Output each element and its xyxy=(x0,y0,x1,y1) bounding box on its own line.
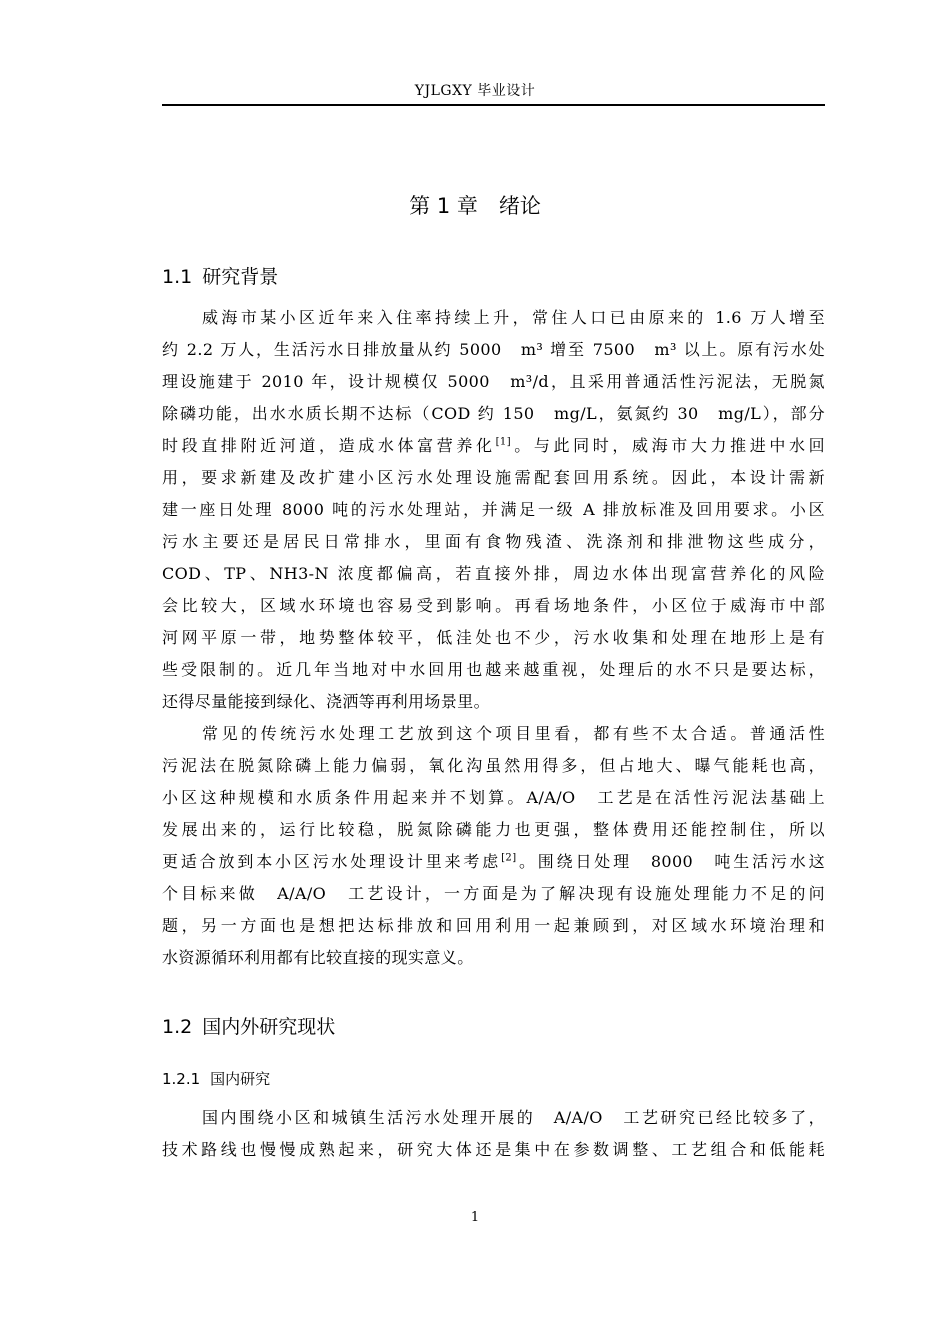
page-number: 1 xyxy=(470,1210,480,1225)
paragraph-line: 污水主要还是居民日常排水，里面有食物残渣、洗涤剂和排泄物这些成分， xyxy=(162,532,825,551)
paragraph-domestic-research xyxy=(162,1102,825,1166)
paragraph-line xyxy=(162,430,825,462)
running-header: YJLGXY 毕业设计 xyxy=(414,83,536,99)
paragraph-line: 题，另一方面也是想把达标排放和回用利用一起兼顾到，对区域水环境治理和 xyxy=(162,916,825,935)
line-text: 更适合放到本小区污水处理设计里来考虑 xyxy=(162,852,502,871)
paragraph-line: 个目标来做 A/A/O 工艺设计，一方面是为了解决现有设施处理能力不足的问 xyxy=(162,884,825,903)
line-text: 。围绕日处理 8000 吨生活污水这 xyxy=(516,852,825,871)
citation-2[interactable]: [2] xyxy=(501,852,517,864)
line-text: 时段直排附近河道，造成水体富营养化 xyxy=(162,436,496,455)
paragraph-line: 用，要求新建及改扩建小区污水处理设施需配套回用系统。因此，本设计需新 xyxy=(162,468,825,487)
section-number: 1.2 xyxy=(162,1016,193,1038)
paragraph-line xyxy=(162,846,825,878)
paragraph-line: 还得尽量能接到绿化、浇洒等再利用场景里。 xyxy=(162,692,491,711)
section-heading-1-2 xyxy=(162,1012,335,1039)
paragraph-line: 约 2.2 万人，生活污水日排放量从约 5000 m³ 增至 7500 m³ 以上。原有污水处 xyxy=(162,340,825,359)
paragraph-line: 河网平原一带，地势整体较平，低洼处也不少，污水收集和处理在地形上是有 xyxy=(162,628,825,647)
subsection-title: 国内研究 xyxy=(210,1070,271,1088)
paragraph-line: 发展出来的，运行比较稳，脱氮除磷能力也更强，整体费用还能控制住，所以 xyxy=(162,820,825,839)
paragraph-background-1 xyxy=(162,302,825,718)
section-title: 研究背景 xyxy=(202,266,279,288)
header-rule xyxy=(162,104,825,106)
paragraph-line: COD、TP、NH3-N 浓度都偏高，若直接外排，周边水体出现富营养化的风险 xyxy=(162,564,825,583)
paragraph-line: 污泥法在脱氮除磷上能力偏弱，氧化沟虽然用得多，但占地大、曝气能耗也高， xyxy=(162,756,825,775)
paragraph-line: 会比较大，区域水环境也容易受到影响。再看场地条件，小区位于威海市中部 xyxy=(162,596,825,615)
paragraph-line: 技术路线也慢慢成熟起来，研究大体还是集中在参数调整、工艺组合和低能耗 xyxy=(162,1140,825,1159)
citation-1[interactable]: [1] xyxy=(495,436,511,448)
paragraph-line: 水资源循环利用都有比较直接的现实意义。 xyxy=(162,948,474,967)
paragraph-line: 理设施建于 2010 年，设计规模仅 5000 m³/d，且采用普通活性污泥法，无脱氮 xyxy=(162,372,825,391)
paragraph-line: 国内围绕小区和城镇生活污水处理开展的 A/A/O 工艺研究已经比较多了， xyxy=(202,1108,825,1127)
paragraph-line: 常见的传统污水处理工艺放到这个项目里看，都有些不太合适。普通活性 xyxy=(202,724,825,743)
paragraph-line: 小区这种规模和水质条件用起来并不划算。A/A/O 工艺是在活性污泥法基础上 xyxy=(162,788,825,807)
paragraph-line: 除磷功能，出水水质长期不达标（COD 约 150 mg/L，氨氮约 30 mg/L），部分 xyxy=(162,404,825,423)
paragraph-background-2 xyxy=(162,718,825,974)
subsection-number: 1.2.1 xyxy=(162,1070,201,1088)
section-number: 1.1 xyxy=(162,266,193,288)
line-text: 。与此同时，威海市大力推进中水回 xyxy=(511,436,825,455)
section-title: 国内外研究现状 xyxy=(202,1016,336,1038)
subsection-heading-1-2-1 xyxy=(162,1068,270,1089)
paragraph-line: 些受限制的。近几年当地对中水回用也越来越重视，处理后的水不只是要达标， xyxy=(162,660,825,679)
paragraph-line: 建一座日处理 8000 吨的污水处理站，并满足一级 A 排放标准及回用要求。小区 xyxy=(162,500,825,519)
paragraph-line: 威海市某小区近年来入住率持续上升，常住人口已由原来的 1.6 万人增至 xyxy=(202,308,825,327)
section-heading-1-1 xyxy=(162,262,278,289)
chapter-title: 第 1 章 绪论 xyxy=(409,194,541,218)
